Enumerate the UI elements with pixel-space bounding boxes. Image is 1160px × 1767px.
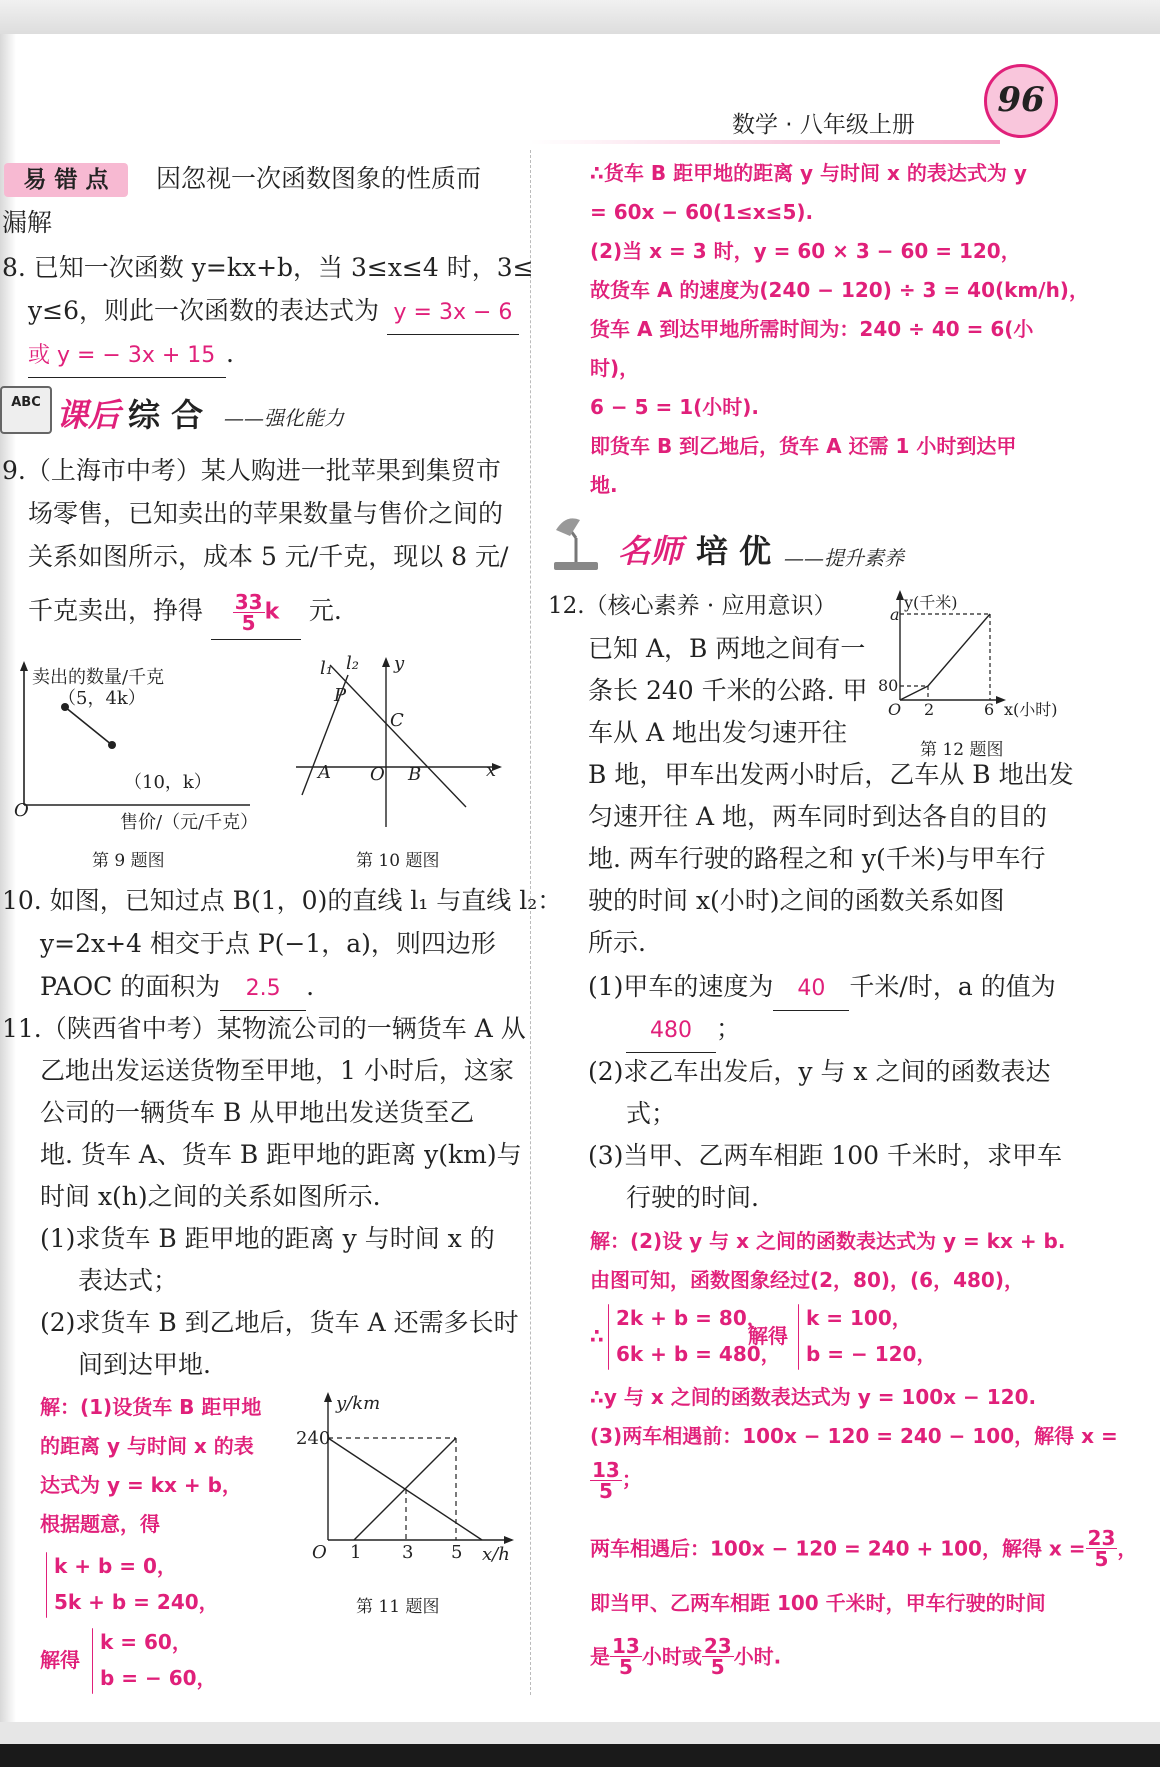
sol12-f2-den: 5 [1094, 1547, 1109, 1571]
q8-period: . [226, 339, 234, 368]
q8-answer1: y = 3x − 6 [387, 292, 519, 335]
sol11-l1: ∴货车 B 距甲地的距离 y 与时间 x 的表达式为 y [590, 161, 1027, 185]
fig11-caption: 第 11 题图 [356, 1597, 440, 1617]
fig11-t3: 3 [402, 1542, 414, 1563]
q11-line3: 公司的一辆货车 B 从甲地出发送货至乙 [40, 1098, 475, 1127]
fig11-xlabel: x/h [482, 1544, 510, 1565]
q11-system2 [40, 1624, 220, 1700]
fig11-t1: 1 [350, 1542, 362, 1563]
sol11-l8: 即货车 B 到乙地后，货车 A 还需 1 小时到达甲 [590, 434, 1017, 458]
sol12-f1-den: 5 [598, 1479, 613, 1503]
error-point-title-cont: 漏解 [2, 208, 53, 237]
teacher-title-b: 培 优 [696, 532, 772, 570]
q12-line7: 地. 两车行驶的路程之和 y(千米)与甲车行 [588, 844, 1046, 873]
sol12-l6: 即当甲、乙两车相距 100 千米时，甲车行驶的时间 [590, 1591, 1046, 1615]
sol12-therefore: ∴ [590, 1324, 604, 1348]
q9-stem: 千克卖出，挣得 [28, 596, 204, 625]
fig12-y80: 80 [878, 676, 899, 695]
fig10-C: C [390, 710, 404, 731]
q11-sys1b: 5k + b = 240， [54, 1590, 219, 1614]
fig12-t2: 2 [924, 700, 935, 719]
q12-sub2b: 式； [626, 1099, 677, 1128]
sol12-l7-line [590, 1636, 781, 1677]
header-rule [530, 140, 1000, 144]
fig11-y240: 240 [296, 1428, 331, 1449]
q9-answer-num: 33 [234, 589, 263, 614]
fig11-origin: O [312, 1542, 327, 1563]
fig9-ylabel: 卖出的数量/千克 [32, 667, 165, 688]
q11-sub2a: (2)求货车 B 到乙地后，货车 A 还需多长时 [40, 1308, 519, 1337]
after-class-title-b: 综 合 [128, 396, 204, 434]
error-point-title: 因忽视一次函数图象的性质而 [156, 164, 482, 193]
sol11-l5: 货车 A 到达甲地所需时间为：240 ÷ 40 = 6(小 [590, 317, 1034, 341]
q8-line2 [28, 290, 519, 335]
q10-answer: 2.5 [220, 968, 306, 1011]
sol11-l7: 6 − 5 = 1(小时). [590, 395, 759, 419]
q8-answer2: 或 y = − 3x + 15 [28, 335, 226, 378]
sol12-l7-f2n: 23 [703, 1634, 732, 1658]
sol12-l7-f2d: 5 [710, 1655, 725, 1679]
sol12-sys2b: b = − 120， [806, 1342, 937, 1366]
screen-bottom-bar [0, 1744, 1160, 1767]
q12-sub3a: (3)当甲、乙两车相距 100 千米时，求甲车 [588, 1141, 1063, 1170]
q9-answer-k: k [264, 599, 280, 624]
sol11-l9: 地. [590, 473, 618, 497]
page-bottom-gray [0, 1722, 1160, 1744]
error-point-label: 易 错 点 [23, 167, 109, 193]
q11-sol1: 解：(1)设货车 B 距甲地 [40, 1395, 262, 1419]
fig11-t5: 5 [451, 1542, 463, 1563]
fig9-caption: 第 9 题图 [92, 851, 165, 871]
sol12-f1-num: 13 [592, 1458, 620, 1482]
q11-line1: 11.（陕西省中考）某物流公司的一辆货车 A 从 [2, 1014, 526, 1043]
sol12-f2-num: 23 [1087, 1526, 1116, 1550]
sol12-systems [590, 1300, 990, 1376]
q11-sub1b: 表达式； [78, 1266, 179, 1295]
fig12-caption: 第 12 题图 [920, 740, 1004, 760]
sol12-f1-tail: ； [621, 1467, 642, 1491]
sol12-f2-tail: ， [1117, 1536, 1138, 1561]
q11-system1 [40, 1548, 219, 1624]
header-subject: 数学 · 八年级上册 [732, 112, 915, 138]
fig9-segment [65, 707, 112, 745]
page-top-shadow [0, 0, 1160, 34]
fig9-y-arrow [20, 661, 28, 671]
q12-line1: 12.（核心素养 · 应用意识） [548, 593, 837, 619]
q11-line4: 地. 货车 A、货车 B 距甲地的距离 y(km)与 [40, 1140, 522, 1169]
sol12-l7c: 小时. [733, 1644, 782, 1669]
q11-sol2: 的距离 y 与时间 x 的表 [40, 1434, 254, 1458]
error-point-badge [4, 163, 128, 197]
q8-stem: y≤6，则此一次函数的表达式为 [28, 296, 379, 325]
fig10-B: B [408, 764, 422, 785]
sol12-frac1-line [590, 1460, 642, 1501]
fig12-t6: 6 [984, 700, 995, 719]
sol12-l2: 由图可知，函数图象经过(2，80)，(6，480)， [590, 1268, 1024, 1292]
sol12-l7-f1n: 13 [612, 1634, 640, 1658]
fig10-A: A [318, 762, 331, 783]
sol11-l6: 时)， [590, 356, 640, 380]
q12-line4: 车从 A 地出发匀速开往 [588, 718, 847, 747]
fig11-ylabel: y/km [336, 1393, 381, 1414]
column-divider [530, 150, 531, 1695]
sol12-solve-label: 解得 [748, 1324, 788, 1348]
q12-line6: 匀速开往 A 地，两车同时到达各自的目的 [588, 802, 1047, 831]
q9-unit: 元. [308, 596, 342, 625]
sol12-l7-f1d: 5 [618, 1655, 633, 1679]
fig10-x: x [486, 760, 497, 781]
fig12-origin: O [888, 700, 902, 719]
fig12-segment1 [900, 686, 928, 700]
q11-sys2b: b = − 60， [100, 1666, 217, 1690]
fig11-line-B [354, 1438, 456, 1540]
fig10-l1: l₁ [320, 658, 333, 679]
q8-line1: 8. 已知一次函数 y=kx+b，当 3≤x≤4 时，3≤ [2, 253, 534, 282]
q11-sys1a: k + b = 0， [54, 1554, 177, 1578]
q12-answer1: 40 [773, 968, 849, 1011]
fig10-line-l2 [330, 665, 466, 807]
q12-sub2a: (2)求乙车出发后，y 与 x 之间的函数表达 [588, 1057, 1051, 1086]
teacher-banner [548, 512, 948, 576]
q12-answer2: 480 [626, 1010, 716, 1053]
q12-line8: 驶的时间 x(小时)之间的函数关系如图 [588, 886, 1005, 915]
q10-line3 [40, 966, 314, 1011]
q11-sub2b: 间到达甲地. [78, 1350, 211, 1379]
after-class-banner [0, 382, 380, 442]
fig10-l2: l₂ [346, 653, 359, 674]
fig10-y: y [394, 653, 405, 674]
q11-line2: 乙地出发运送货物至甲地，1 小时后，这家 [40, 1056, 514, 1085]
q10-period: . [306, 972, 315, 1001]
page-number: 96 [997, 80, 1045, 120]
after-class-title-a: 课后 [56, 396, 121, 434]
lamp-icon [548, 512, 604, 572]
q11-sub1a: (1)求货车 B 距甲地的距离 y 与时间 x 的 [40, 1224, 495, 1253]
q9-answer [211, 589, 301, 640]
fig12-ylabel: y(千米) [904, 593, 958, 612]
q12-sub1-stem2: 千米/时，a 的值为 [849, 972, 1056, 1001]
teacher-title-a: 名师 [618, 532, 683, 570]
fig10-P: P [334, 685, 347, 706]
sol12-l1: 解：(2)设 y 与 x 之间的函数表达式为 y = kx + b. [590, 1229, 1066, 1253]
fig12-segment2 [928, 614, 990, 686]
q9-line1: 9.（上海市中考）某人购进一批苹果到集贸市 [2, 456, 501, 485]
sol11-l3: (2)当 x = 3 时，y = 60 × 3 − 60 = 120， [590, 239, 1021, 263]
q12-line2: 已知 A，B 两地之间有一 [588, 634, 866, 663]
q12-sub1 [588, 966, 1056, 1011]
q10-stem: PAOC 的面积为 [40, 972, 221, 1001]
fig9-point2 [108, 741, 116, 749]
q12-sub1-line2 [626, 1008, 741, 1053]
sol12-l5: 两车相遇后：100x − 120 = 240 + 100，解得 x = [590, 1536, 1086, 1561]
teacher-subtitle: ——提升素养 [784, 546, 904, 570]
q12-sub1-stem: (1)甲车的速度为 [588, 972, 774, 1001]
sol12-l5-line [590, 1528, 1137, 1569]
q11-sys2a: k = 60， [100, 1630, 192, 1654]
q10-line1: 10. 如图，已知过点 B(1，0)的直线 l₁ 与直线 l₂： [2, 886, 563, 915]
sol12-sys2a: k = 100， [806, 1306, 912, 1330]
figure-10 [290, 655, 510, 835]
q12-semicolon: ； [716, 1014, 742, 1043]
q9-line2: 场零售，已知卖出的苹果数量与售价之间的 [28, 499, 504, 528]
abc-book-icon [0, 386, 52, 434]
sol11-l2: = 60x − 60(1≤x≤5). [590, 200, 814, 224]
sol12-sys1a: 2k + b = 80， [616, 1306, 767, 1330]
fig9-origin: O [14, 800, 29, 821]
q10-line2: y=2x+4 相交于点 P(−1，a)，则四边形 [40, 929, 496, 958]
sol12-l7b: 小时或 [641, 1644, 702, 1669]
q9-answer-den: 5 [241, 610, 256, 635]
fig9-p2: （10，k） [124, 772, 212, 793]
q11-line5: 时间 x(h)之间的关系如图所示. [40, 1182, 381, 1211]
fig12-a: a [890, 605, 900, 624]
fig10-caption: 第 10 题图 [356, 851, 440, 871]
q11-sol3: 达式为 y = kx + b， [40, 1473, 242, 1497]
after-class-subtitle: ——强化能力 [224, 406, 344, 430]
abc-label: ABC [11, 395, 41, 410]
sol12-l4: (3)两车相遇前：100x − 120 = 240 − 100，解得 x = [590, 1424, 1118, 1448]
sol12-l3: ∴y 与 x 之间的函数表达式为 y = 100x − 120. [590, 1385, 1037, 1409]
fig9-p1: （5，4k） [58, 688, 146, 709]
fig12-xlabel: x(小时) [1004, 700, 1058, 719]
q8-line3 [28, 333, 234, 378]
sol12-l7a: 是 [590, 1644, 610, 1669]
sol11-l4: 故货车 A 的速度为(240 − 120) ÷ 3 = 40(km/h)， [590, 278, 1089, 302]
q9-line3: 关系如图所示，成本 5 元/千克，现以 8 元/ [28, 542, 509, 571]
fig9-xlabel: 售价/（元/千克） [120, 812, 259, 833]
q12-line9: 所示. [588, 928, 646, 957]
fig10-O: O [370, 764, 385, 785]
q12-sub3b: 行驶的时间. [626, 1183, 759, 1212]
q11-solve-label: 解得 [40, 1648, 80, 1672]
page-number-badge [984, 64, 1058, 138]
q9-line4 [28, 590, 342, 640]
q12-line5: B 地，甲车出发两小时后，乙车从 B 地出发 [588, 760, 1074, 789]
q11-sol4: 根据题意，得 [40, 1512, 160, 1536]
sol12-sys1b: 6k + b = 480， [616, 1342, 781, 1366]
q12-line3: 条长 240 千米的公路. 甲 [588, 676, 868, 705]
